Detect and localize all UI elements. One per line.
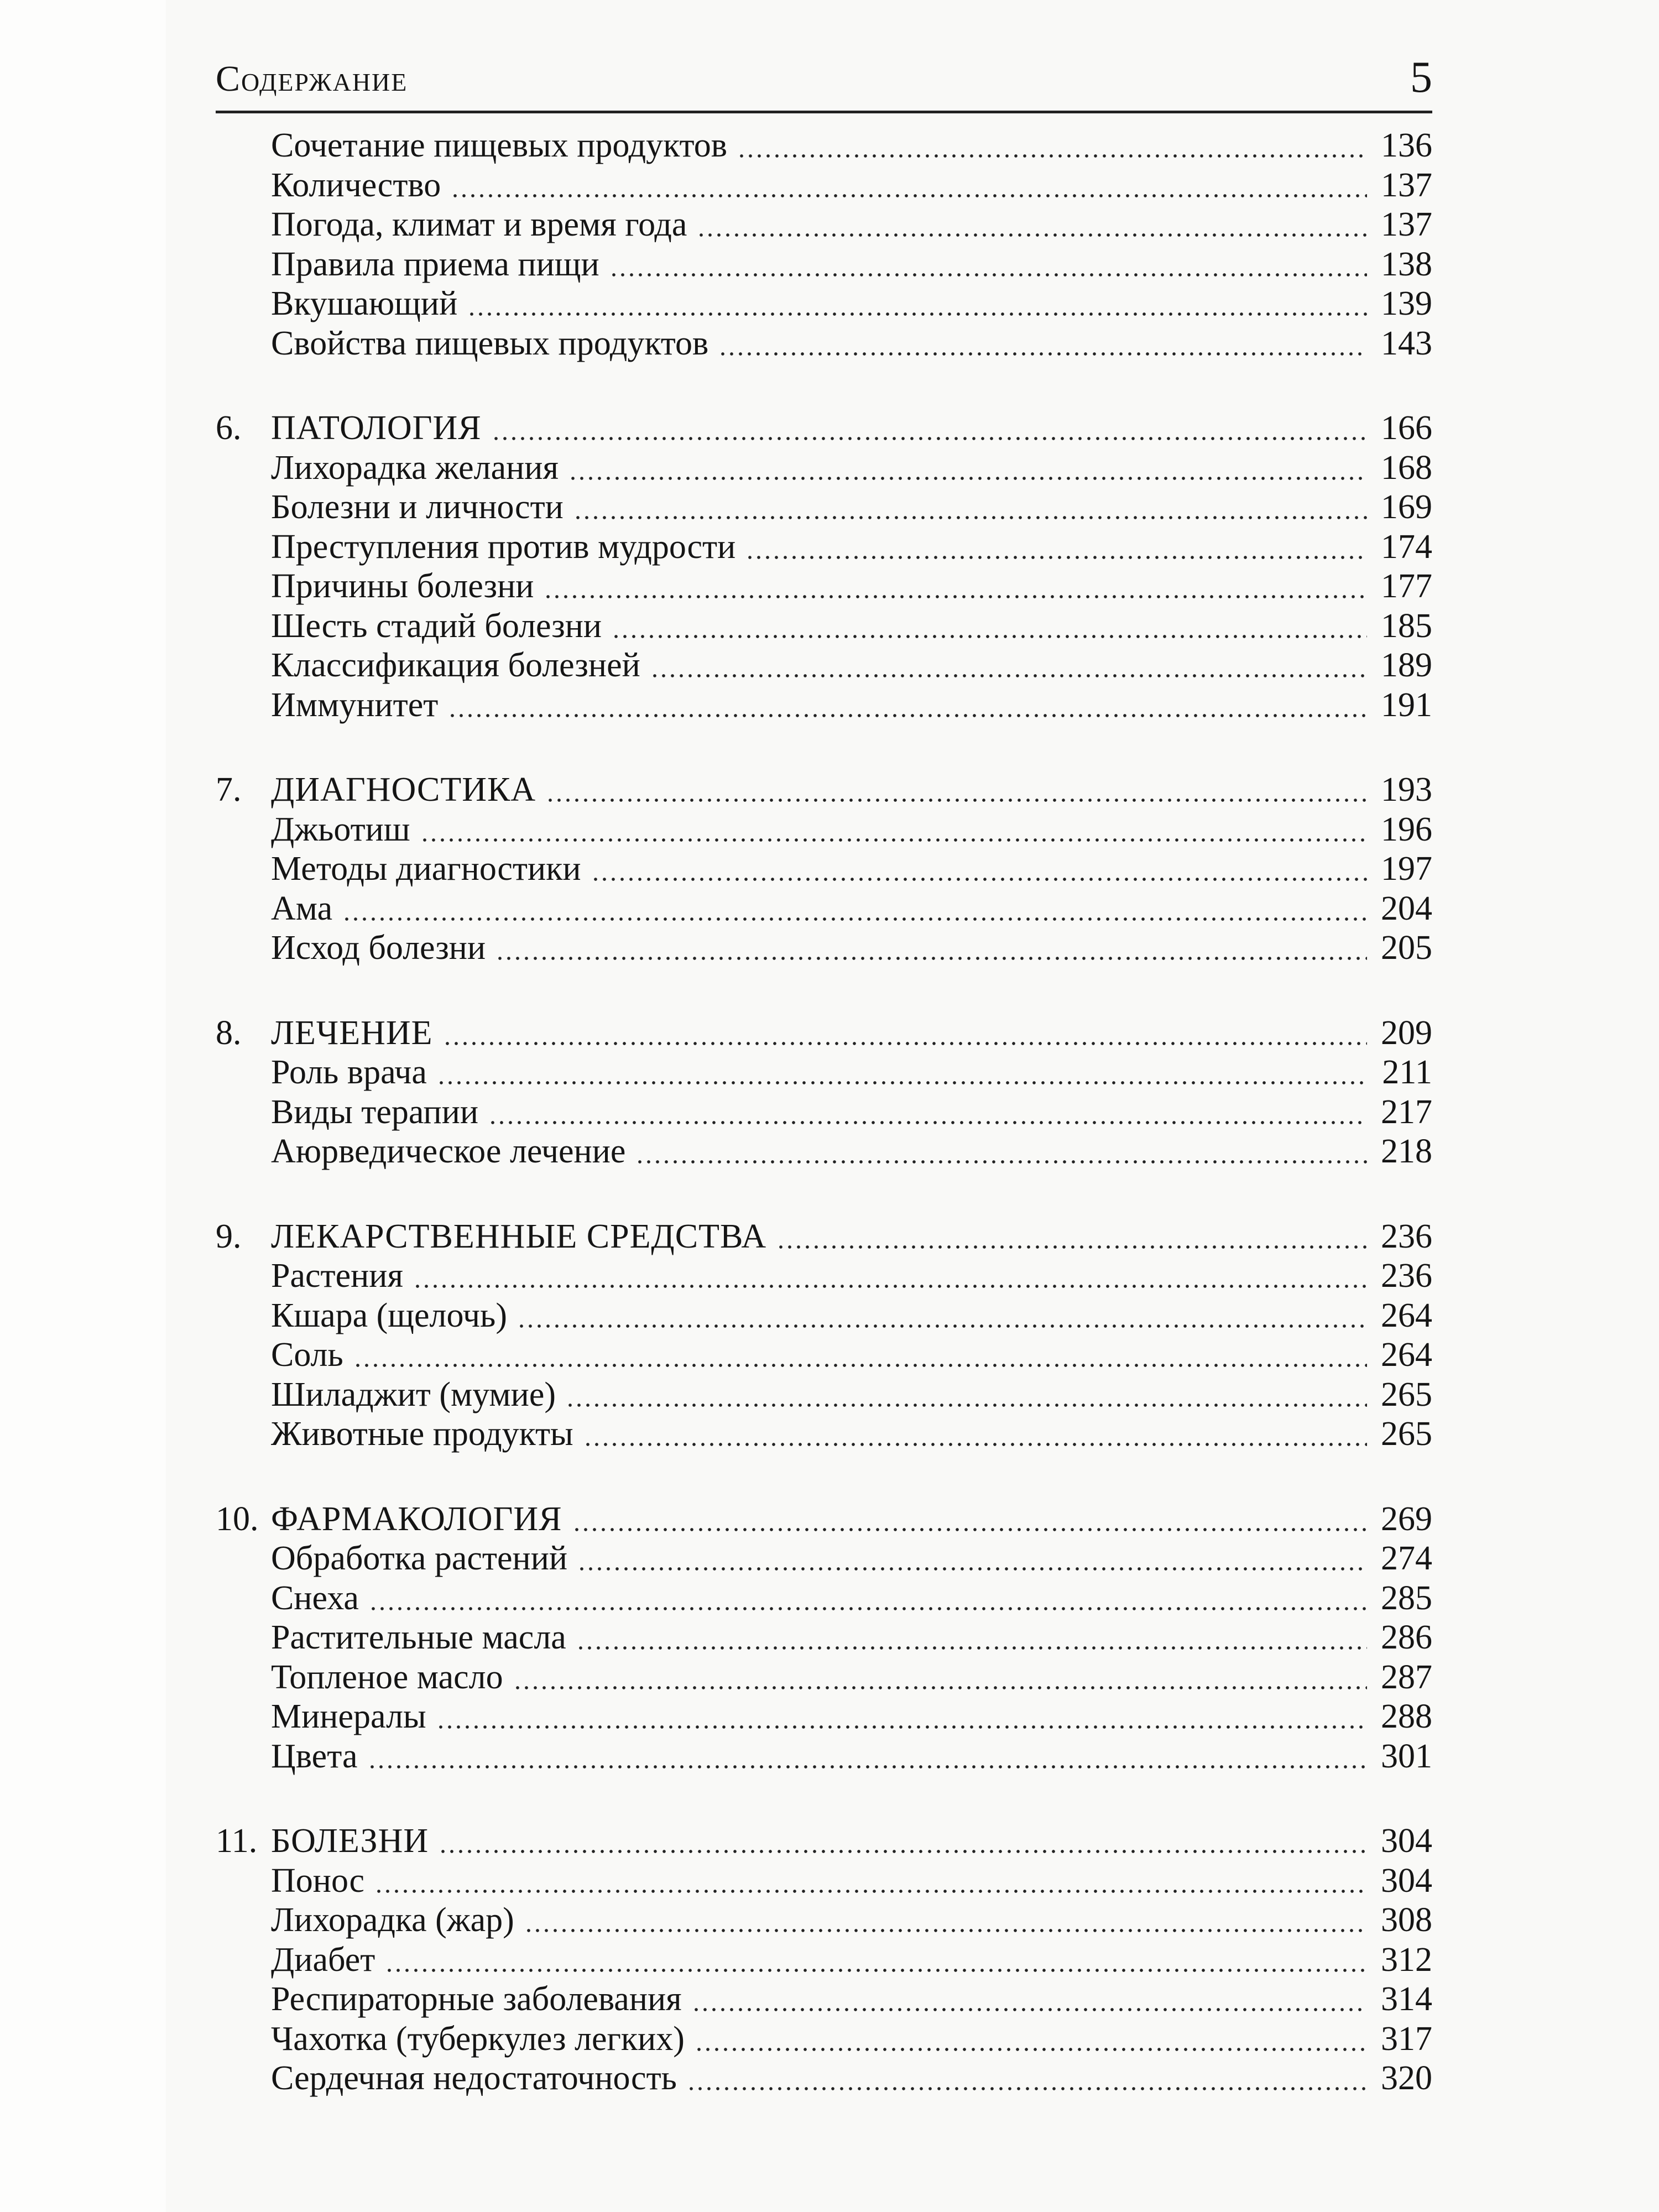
- toc-entry: [216, 1413, 1432, 1455]
- toc-entry: [216, 1735, 1432, 1777]
- toc-entry-label: Виды терапии: [271, 1093, 479, 1131]
- toc-entry-page: 217: [1381, 1093, 1432, 1131]
- toc-entry-page: 209: [1381, 1014, 1432, 1052]
- toc-entry-page: 204: [1381, 889, 1432, 927]
- toc-entry-label: Диабет: [271, 1940, 375, 1979]
- toc-entry-page: 137: [1381, 206, 1432, 243]
- toc-entry-page: 308: [1381, 1901, 1432, 1939]
- toc-chapter-number: 11.: [216, 1822, 258, 1860]
- toc-entry: [216, 283, 1432, 325]
- toc-chapter: [216, 1820, 1432, 1862]
- toc-entry-label: Ама: [271, 889, 333, 927]
- toc-entry-page: 287: [1381, 1658, 1432, 1696]
- toc-entry: [216, 1334, 1432, 1376]
- toc-entry-label: ПАТОЛОГИЯ: [271, 409, 482, 447]
- toc-entry: [216, 447, 1432, 489]
- dot-leader: [612, 634, 1367, 639]
- dot-leader: [591, 877, 1367, 882]
- toc-entry-label: Цвета: [271, 1737, 358, 1775]
- dot-leader: [353, 1363, 1367, 1368]
- dot-leader: [369, 1606, 1367, 1611]
- dot-leader: [573, 515, 1367, 520]
- toc-entry-page: 265: [1381, 1415, 1432, 1453]
- toc-chapter-number: 6.: [216, 409, 242, 447]
- toc-entry-page: 166: [1381, 409, 1432, 447]
- toc-entry-label: Понос: [271, 1861, 365, 1900]
- toc-entry-label: Классификация болезней: [271, 646, 640, 684]
- toc-entry-label: Аюрведическое лечение: [271, 1133, 626, 1170]
- toc-entry-page: 136: [1381, 127, 1432, 164]
- toc-entry-label: Животные продукты: [271, 1415, 573, 1453]
- dot-leader: [439, 1849, 1367, 1854]
- running-title: Содержание: [216, 59, 408, 99]
- toc-entry-label: Сочетание пищевых продуктов: [271, 127, 728, 164]
- toc-entry-page: 312: [1381, 1940, 1432, 1979]
- toc-entry: [216, 808, 1432, 851]
- toc-entry: [216, 927, 1432, 969]
- dot-leader: [583, 1442, 1367, 1447]
- toc-entry-label: Лихорадка (жар): [271, 1901, 514, 1939]
- toc-entry-label: Топленое масло: [271, 1658, 503, 1696]
- toc-entry-label: Снеха: [271, 1579, 359, 1617]
- toc-chapter-number: 9.: [216, 1217, 242, 1255]
- dot-leader: [443, 1041, 1367, 1046]
- toc-entry-label: Обработка растений: [271, 1540, 568, 1577]
- toc-entry-label: Преступления против мудрости: [271, 528, 736, 566]
- toc-entry-page: 138: [1381, 245, 1432, 283]
- toc-entry-label: Соль: [271, 1336, 343, 1374]
- dot-leader: [568, 476, 1367, 481]
- toc-entry: [216, 1295, 1432, 1337]
- toc-entry-label: ФАРМАКОЛОГИЯ: [271, 1500, 562, 1538]
- toc-entry: [216, 848, 1432, 890]
- dot-leader: [745, 555, 1367, 560]
- dot-leader: [687, 2086, 1367, 2091]
- dot-leader: [650, 673, 1367, 679]
- toc-entry-label: Болезни и личности: [271, 488, 564, 526]
- toc-entry: [216, 1939, 1432, 1981]
- running-header: [216, 53, 1432, 113]
- dot-leader: [374, 1888, 1367, 1894]
- toc-entry-page: 193: [1381, 771, 1432, 808]
- toc-entry: [216, 1860, 1432, 1902]
- page-number: 5: [1410, 53, 1432, 102]
- toc-entry-page: 236: [1381, 1257, 1432, 1295]
- toc-chapter: [216, 1215, 1432, 1258]
- dot-leader: [467, 311, 1367, 317]
- toc-entry-page: 205: [1381, 929, 1432, 967]
- toc-entry-page: 185: [1381, 607, 1432, 645]
- toc-entry-page: 320: [1381, 2059, 1432, 2097]
- toc-entry: [216, 684, 1432, 726]
- toc-entry: [216, 204, 1432, 246]
- toc-entry-label: Минералы: [271, 1698, 426, 1735]
- toc-entry-page: 197: [1381, 850, 1432, 888]
- dot-leader: [495, 956, 1367, 961]
- toc-entry-label: Роль врача: [271, 1053, 427, 1091]
- toc-entry-label: ЛЕЧЕНИЕ: [271, 1014, 433, 1052]
- toc-entry-page: 174: [1381, 528, 1432, 566]
- toc-entry-page: 288: [1381, 1698, 1432, 1735]
- toc-entry: [216, 1130, 1432, 1172]
- toc-entry-page: 169: [1381, 488, 1432, 526]
- dot-leader: [517, 1323, 1367, 1329]
- toc-entry-page: 218: [1381, 1133, 1432, 1170]
- toc-entry-page: 274: [1381, 1540, 1432, 1577]
- toc-entry-label: Шиладжит (мумие): [271, 1375, 556, 1413]
- toc-entry-label: Растения: [271, 1257, 404, 1295]
- toc-entry: [216, 1537, 1432, 1579]
- toc-entry-label: Респираторные заболевания: [271, 1980, 682, 2018]
- toc-entry-label: Вкушающий: [271, 285, 458, 322]
- toc-entry-label: Кшара (щелочь): [271, 1296, 507, 1334]
- dot-leader: [692, 2007, 1367, 2012]
- toc-entry-page: 189: [1381, 646, 1432, 684]
- dot-leader: [524, 1928, 1367, 1933]
- toc-entry: [216, 1695, 1432, 1738]
- toc-entry-label: Исход болезни: [271, 929, 486, 967]
- toc-entry-label: БОЛЕЗНИ: [271, 1822, 429, 1860]
- toc-entry: [216, 1978, 1432, 2020]
- dot-leader: [577, 1566, 1367, 1572]
- toc-entry-label: Чахотка (туберкулез легких): [271, 2020, 685, 2058]
- toc-entry: [216, 526, 1432, 568]
- dot-leader: [385, 1968, 1367, 1973]
- toc-entry-page: 317: [1381, 2020, 1432, 2058]
- toc-entry-label: Иммунитет: [271, 686, 439, 724]
- toc-entry: [216, 888, 1432, 930]
- toc-entry: [216, 2057, 1432, 2099]
- dot-leader: [697, 232, 1367, 238]
- toc-entry-label: Причины болезни: [271, 567, 534, 605]
- toc-chapter: [216, 407, 1432, 449]
- toc-entry-label: Методы диагностики: [271, 850, 581, 888]
- dot-leader: [776, 1244, 1367, 1250]
- toc-entry: [216, 565, 1432, 607]
- toc-entry: [216, 124, 1432, 166]
- toc-entry: [216, 1374, 1432, 1416]
- dot-leader: [342, 916, 1367, 922]
- toc-entry: [216, 605, 1432, 647]
- toc-entry-label: ЛЕКАРСТВЕННЫЕ СРЕДСТВА: [271, 1217, 767, 1255]
- toc-entry: [216, 486, 1432, 528]
- toc-entry-page: 143: [1381, 324, 1432, 362]
- toc-entry: [216, 2018, 1432, 2060]
- toc-entry: [216, 1577, 1432, 1619]
- toc-entry-page: 168: [1381, 448, 1432, 487]
- toc-entry: [216, 243, 1432, 285]
- toc-entry-page: 301: [1381, 1737, 1432, 1775]
- toc-entry-page: 177: [1381, 567, 1432, 605]
- toc-chapter-number: 8.: [216, 1014, 242, 1052]
- dot-leader: [513, 1685, 1367, 1691]
- toc-entry-label: Свойства пищевых продуктов: [271, 324, 709, 362]
- dot-leader: [544, 594, 1367, 599]
- toc-entry-page: 285: [1381, 1579, 1432, 1617]
- toc-entry-page: 196: [1381, 810, 1432, 848]
- toc-entry-label: ДИАГНОСТИКА: [271, 771, 536, 808]
- dot-leader: [420, 837, 1367, 843]
- toc-entry-page: 236: [1381, 1217, 1432, 1255]
- toc-entry-page: 264: [1381, 1336, 1432, 1374]
- toc-entry-page: 211: [1382, 1053, 1432, 1091]
- toc-entry-page: 269: [1381, 1500, 1432, 1538]
- toc-entry-page: 265: [1381, 1375, 1432, 1413]
- toc-entry-page: 304: [1381, 1822, 1432, 1860]
- toc-entry-page: 304: [1381, 1861, 1432, 1900]
- toc-entry-label: Правила приема пищи: [271, 245, 599, 283]
- dot-leader: [488, 1120, 1367, 1125]
- toc-entry: [216, 1656, 1432, 1698]
- dot-leader: [436, 1724, 1367, 1730]
- dot-leader: [368, 1764, 1367, 1770]
- dot-leader: [609, 272, 1367, 278]
- toc-entry-label: Растительные масла: [271, 1619, 566, 1656]
- toc-entry-label: Шесть стадий болезни: [271, 607, 602, 645]
- dot-leader: [576, 1645, 1367, 1651]
- toc-entry: [216, 322, 1432, 364]
- toc-entry-label: Сердечная недостаточность: [271, 2059, 677, 2097]
- toc-entry: [216, 1899, 1432, 1941]
- toc-entry: [216, 1616, 1432, 1658]
- dot-leader: [451, 193, 1367, 199]
- dot-leader: [695, 2047, 1367, 2052]
- dot-leader: [718, 351, 1367, 357]
- toc-entry: [216, 1091, 1432, 1133]
- dot-leader: [413, 1284, 1367, 1289]
- toc-entry-page: 314: [1381, 1980, 1432, 2018]
- toc-entry-label: Погода, климат и время года: [271, 206, 687, 243]
- toc-entry-page: 264: [1381, 1296, 1432, 1334]
- toc-entry: [216, 1051, 1432, 1093]
- toc-entry-label: Количество: [271, 166, 441, 204]
- toc-chapter: [216, 1498, 1432, 1540]
- dot-leader: [572, 1527, 1367, 1532]
- dot-leader: [546, 797, 1367, 803]
- toc-chapter-number: 7.: [216, 771, 242, 808]
- dot-leader: [635, 1159, 1367, 1165]
- toc-entry-page: 139: [1381, 285, 1432, 322]
- toc-entry-page: 191: [1381, 686, 1432, 724]
- toc-chapter: [216, 1012, 1432, 1054]
- dot-leader: [492, 436, 1367, 441]
- toc-entry: [216, 644, 1432, 686]
- toc-entry-page: 286: [1381, 1619, 1432, 1656]
- toc-entry-label: Джьотиш: [271, 810, 410, 848]
- dot-leader: [566, 1402, 1367, 1408]
- dot-leader: [448, 713, 1367, 718]
- toc-chapter: [216, 769, 1432, 811]
- toc-entry: [216, 164, 1432, 206]
- toc-entry-page: 137: [1381, 166, 1432, 204]
- toc-entry: [216, 1255, 1432, 1297]
- dot-leader: [437, 1080, 1367, 1086]
- toc-entry-label: Лихорадка желания: [271, 448, 559, 487]
- toc-chapter-number: 10.: [216, 1500, 259, 1538]
- dot-leader: [737, 153, 1367, 159]
